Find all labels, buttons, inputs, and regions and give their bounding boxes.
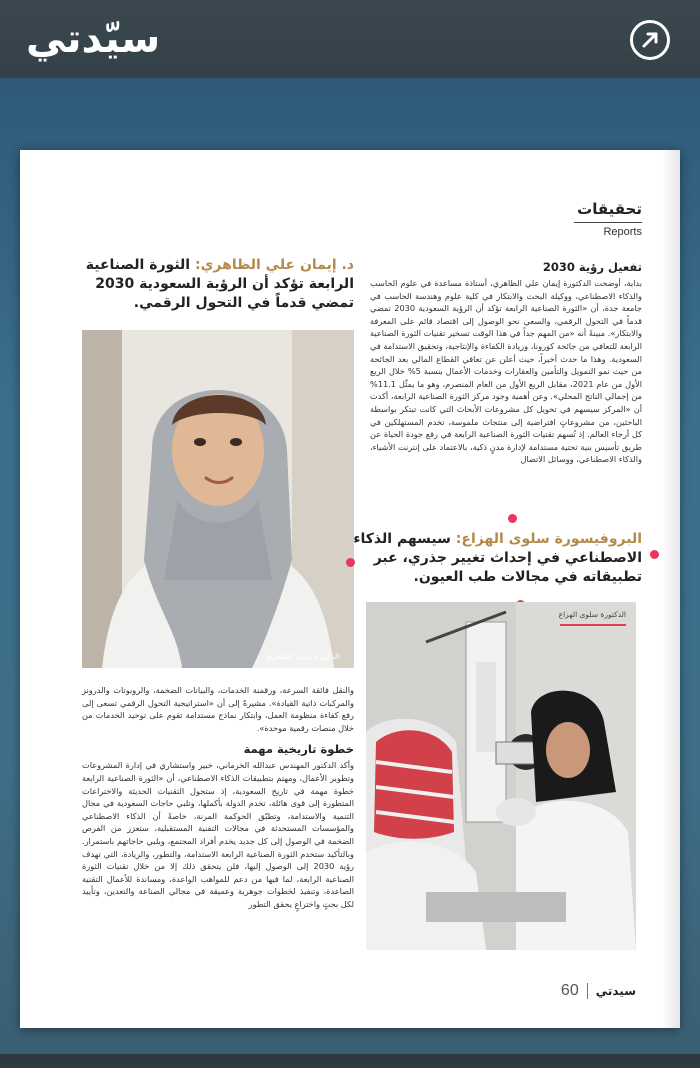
portrait-photo <box>82 330 354 668</box>
eye-photo-caption: الدكتورة سلوى الهزاع <box>558 610 626 619</box>
section-title-en: Reports <box>603 226 642 238</box>
magazine-page <box>20 150 680 1028</box>
share-icon <box>639 29 661 51</box>
bottom-bar <box>0 1054 700 1068</box>
article-column-left <box>82 684 354 911</box>
share-button[interactable] <box>630 20 670 60</box>
eye-exam-illustration <box>366 602 636 950</box>
section-header <box>574 200 642 238</box>
accent-dot <box>508 514 517 523</box>
quote-text: سيسهم الذكاء الاصطناعي في إحداث تغيير جذري، عبر تطبيقاته في مجالات طب العيون. <box>353 531 642 585</box>
article-body-right: بداية، أوضحت الدكتورة إيمان علي الظاهري، أستاذة مساعدة في علوم الحاسب والذكاء الاصطناعي، ووكيلة البحث والابتكار في كلية علوم وهندسة الحاسب في جامعة جدة، أن «الثورة الصناعية الرابعة تؤكد أن الرؤية السعودية 2030 تمضي قدماً في التحول الرقمي، والسعي نحو الوصول إلى اقتصاد قائم على المعرفة والابتكار». مبينةً أنه «من المهم جداً في هذا الوقت تسخير تقنيات الثورة الصناعية الرابعة للتعافي من جائحة كورونا، وزيادة الكفاءة والإنتاجية، وتحقيق الاستدامة في السعودية. وهذا ما حدث أخيراً، حيث أعلن عن تعافي القطاع المالي بعد الجائحة من حيث نمو التمويل والتأمين والعقارات وخدمات الأعمال بنسبة 5% خلال الربع الأول من عام 2021، مقابل الربع الأول من العام المنصرم، وهو ما يمثّل 11.1% من إجمالي الناتج المحلي». وعن أهمية وجود مركز الثورة الصناعية الرابعة، أكدت أن «المركز سيسهم في تحويل كل مشروعات الأبحاث التي كانت تبتكر بواسطة الباحثين، من مشروعاتٍ افتراضية إلى منتجات ملموسة، تخدم المستهلكين في كل أرجاء العالم. إذ تُسهم تقنيات الثورة الصناعية الرابعة في رفع جودة الحياة عن طريق تأسيس بنية تحتية مستدامة لإدارة مدنٍ ذكية، بالاعتماد على إنترنت الأشياء، والذكاء الاصطناعي، ووسائل الاتصال <box>370 278 642 465</box>
section-divider <box>574 222 642 223</box>
app-header <box>0 0 700 78</box>
page-number: 60 <box>560 982 579 999</box>
article-column-right <box>370 260 642 466</box>
portrait-illustration <box>82 330 354 668</box>
portrait-caption: الدكتورة إيمان الظاهري <box>266 652 340 661</box>
quote-speaker: البروفيسورة سلوى الهزاع: <box>455 531 642 547</box>
footer-divider <box>587 983 588 999</box>
pull-quote-left <box>82 256 354 313</box>
subheading-historic-step: خطوة تاريخية مهمة <box>243 742 354 757</box>
quote-text: الثورة الصناعية الرابعة تؤكد أن الرؤية السعودية 2030 تمضي قدماً في التحول الرقمي. <box>85 257 354 311</box>
article-body-left: وأكد الدكتور المهندس عبدالله الخرماني، خبير واستشاري في إدارة المشروعات وتطوير الأعمال، ومهتم بتطبيقات الذكاء الاصطناعي، أن «الثورة الصناعية الرابعة خطوة مهمة في تاريخ السعودية، إذ ستحول التقنيات الحديثة والاختراعات المتطورة إلى قوى هائلة، تخدم الدولة بأكملها، وتلبي حاجات السعودية في مجال التنمية والاستدامة، وتطبّق الحوكمة المرنة، خاصةً أن الذكاء الاصطناعي والمؤسسات المستحدثة في مجالات التقنية المستقبلية، ستعزز من الفرص الضخمة في الوصول إلى كل جديد يخدم أفراد المجتمع، ويلبي حاجاتهم باستمرار. وبالتأكيد ستخدم الثورة الصناعية الرابعة الاستدامة، والتطور، والريادة، التي تهدف رؤية 2030 إلى الوصول إليها، فلن يتحقق ذلك إلا من خلال تقنيات الثورة الصناعية الرابعة، لما فيها من دعم للمواهب الواعدة، ومساندة للأعمال التقنية الصاعدة، وتنفيذ لخطوات جوهرية وعميقة في مجالي الصناعة والتعدين، وتأييد لكل بحثٍ واختراعٍ يحقق التطور <box>82 760 354 909</box>
article-body-left-top: والنقل فائقة السرعة، ورقمنة الخدمات، والبيانات الضخمة، والروبوتات والدرونز والمركبات ذاتية القيادة». مشيرةً إلى أن «استراتيجية التحول الرقمي تسعى إلى رفع كفاءة منظومة العمل، وابتكار نماذج مستدامة تقوم على توحيد الخدمات من خلال منصات رقمية موحدة». <box>82 685 354 733</box>
app-logo: سيّدتي <box>26 16 161 62</box>
caption-underline <box>560 624 626 626</box>
pull-quote-right <box>350 530 642 587</box>
page-footer <box>561 982 636 1000</box>
quote-speaker: د. إيمان علي الظاهري: <box>194 257 354 273</box>
accent-dot <box>650 550 659 559</box>
ophthalmology-photo <box>366 602 636 950</box>
section-title-ar: تحقيقات <box>577 200 642 218</box>
subheading-vision: تفعيل رؤية 2030 <box>542 260 642 274</box>
accent-dot <box>346 558 355 567</box>
footer-brand: سيدتي <box>595 984 636 998</box>
